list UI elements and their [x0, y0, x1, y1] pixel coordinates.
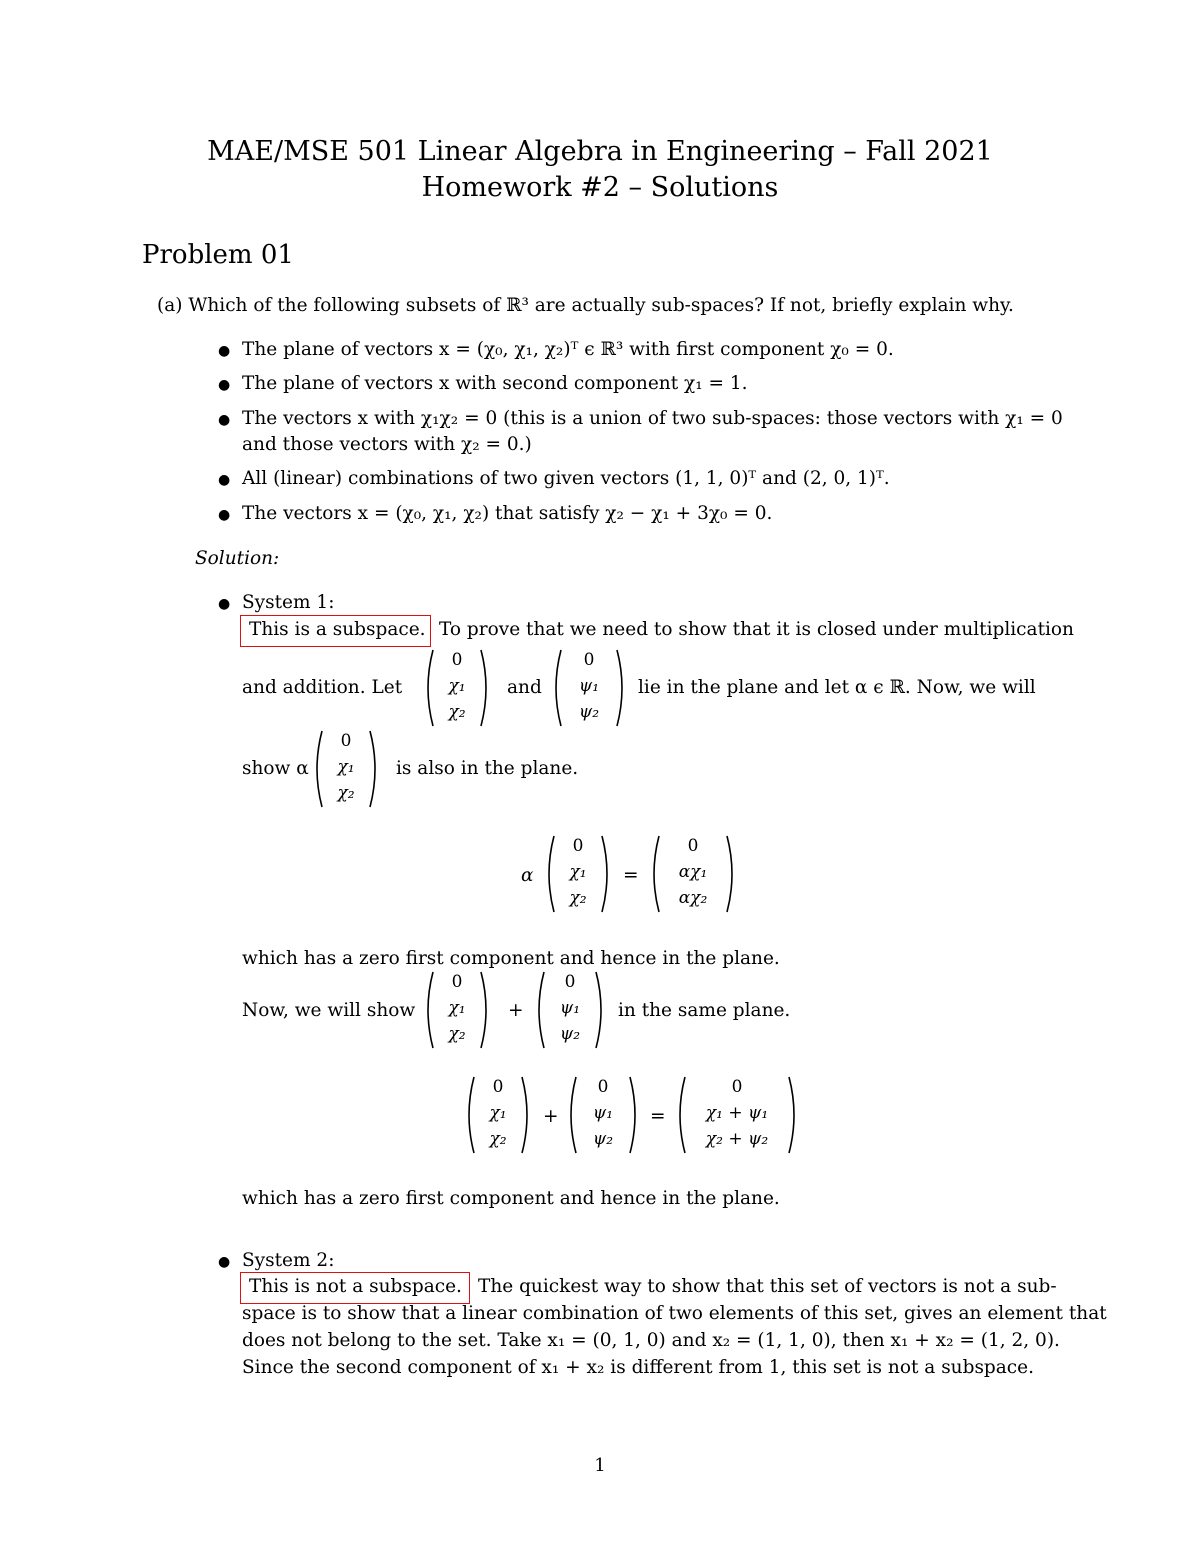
system1-plus: +	[508, 1000, 524, 1021]
vector-chi	[424, 970, 490, 1050]
bullet-icon: ●	[218, 343, 231, 359]
vector-chi	[545, 834, 611, 914]
system1-now-show: Now, we will show	[242, 1000, 416, 1021]
vector-entry: χ₂	[569, 888, 587, 908]
system1-line1: To prove that we need to show that it is closed under multiplication	[439, 619, 1074, 640]
subset-item-3-cont: and those vectors with χ₂ = 0.)	[242, 434, 532, 455]
eq1-equals: =	[623, 865, 639, 886]
page-number: 1	[594, 1455, 606, 1476]
vector-entry: χ₁	[569, 862, 587, 882]
system1-line3b: is also in the plane.	[396, 758, 579, 779]
system2-heading: System 2:	[242, 1250, 335, 1271]
vector-entry: χ₂	[448, 702, 466, 722]
vector-entry: χ₁	[337, 757, 355, 777]
system2-line3: does not belong to the set. Take x₁ = (0, 1, 0) and x₂ = (1, 1, 0), then x₁ + x₂ = (1, 2, 0).	[242, 1330, 1060, 1351]
system1-and: and	[507, 677, 542, 698]
vector-entry: χ₁	[489, 1103, 507, 1123]
system2-verdict: This is not a subspace.	[249, 1276, 462, 1297]
vector-entry: ψ₁	[592, 1103, 614, 1123]
system1-line3a: show α	[242, 758, 309, 779]
vector-entry: χ₂	[489, 1129, 507, 1149]
eq2-plus: +	[543, 1106, 559, 1127]
vector-psi	[567, 1075, 639, 1155]
vector-entry: 0	[597, 1077, 609, 1097]
vector-entry: χ₂ + ψ₂	[705, 1129, 769, 1149]
bullet-icon: ●	[218, 472, 231, 488]
system1-line2a: and addition. Let	[242, 677, 403, 698]
vector-entry: χ₁	[448, 998, 466, 1018]
vector-entry: 0	[451, 972, 463, 992]
system2-line2: space is to show that a linear combination of two elements of this set, gives an element that	[242, 1303, 1107, 1324]
vector-chi	[465, 1075, 531, 1155]
vector-entry: αχ₁	[678, 862, 708, 882]
eq1-alpha: α	[521, 865, 534, 886]
bullet-icon: ●	[218, 377, 231, 393]
vector-alpha-chi	[650, 834, 736, 914]
bullet-icon: ●	[218, 412, 231, 428]
vector-entry: ψ₂	[592, 1129, 614, 1149]
vector-entry: 0	[451, 650, 463, 670]
vector-entry: χ₂	[337, 783, 355, 803]
vector-entry: 0	[572, 836, 584, 856]
vector-entry: 0	[564, 972, 576, 992]
part-a-question: (a) Which of the following subsets of ℝ³ are actually sub-spaces? If not, briefly explain why.	[157, 295, 1014, 316]
system1-conclusion-1: which has a zero first component and hence in the plane.	[242, 948, 780, 969]
vector-chi	[424, 648, 490, 728]
bullet-icon: ●	[218, 596, 231, 612]
vector-sum	[676, 1075, 798, 1155]
vector-psi	[552, 648, 626, 728]
vector-entry: ψ₁	[578, 676, 600, 696]
vector-entry: ψ₂	[578, 702, 600, 722]
vector-psi	[535, 970, 605, 1050]
vector-entry: ψ₂	[559, 1024, 581, 1044]
vector-entry: 0	[687, 836, 699, 856]
vector-entry: αχ₂	[678, 888, 708, 908]
subset-item-2: The plane of vectors x with second component χ₁ = 1.	[242, 373, 748, 394]
subset-item-5: The vectors x = (χ₀, χ₁, χ₂) that satisfy χ₂ − χ₁ + 3χ₀ = 0.	[242, 503, 773, 524]
bullet-icon: ●	[218, 1254, 231, 1270]
document-subtitle: Homework #2 – Solutions	[421, 172, 779, 203]
vector-entry: χ₂	[448, 1024, 466, 1044]
system1-conclusion-2: which has a zero first component and hence in the plane.	[242, 1188, 780, 1209]
vector-entry: 0	[340, 731, 352, 751]
vector-chi	[313, 729, 379, 809]
system1-same-plane: in the same plane.	[618, 1000, 791, 1021]
system1-line2c: lie in the plane and let α ϵ ℝ. Now, we will	[638, 677, 1036, 698]
vector-entry: 0	[492, 1077, 504, 1097]
subset-item-4: All (linear) combinations of two given vectors (1, 1, 0)ᵀ and (2, 0, 1)ᵀ.	[242, 468, 890, 489]
problem-heading: Problem 01	[142, 240, 294, 270]
eq2-equals: =	[650, 1106, 666, 1127]
vector-entry: ψ₁	[559, 998, 581, 1018]
system2-line1: The quickest way to show that this set of vectors is not a sub-	[478, 1276, 1057, 1297]
vector-entry: 0	[583, 650, 595, 670]
subset-item-1: The plane of vectors x = (χ₀, χ₁, χ₂)ᵀ ϵ ℝ³ with first component χ₀ = 0.	[242, 339, 894, 360]
bullet-icon: ●	[218, 507, 231, 523]
system1-heading: System 1:	[242, 592, 335, 613]
subset-item-3: The vectors x with χ₁χ₂ = 0 (this is a union of two sub-spaces: those vectors with χ₁ = 0	[242, 408, 1063, 429]
vector-entry: 0	[731, 1077, 743, 1097]
vector-entry: χ₁ + ψ₁	[705, 1103, 769, 1123]
document-title: MAE/MSE 501 Linear Algebra in Engineering – Fall 2021	[207, 136, 993, 167]
vector-entry: χ₁	[448, 676, 466, 696]
solution-label: Solution:	[195, 548, 280, 569]
system2-line4: Since the second component of x₁ + x₂ is different from 1, this set is not a subspace.	[242, 1357, 1034, 1378]
system1-verdict: This is a subspace.	[249, 619, 426, 640]
